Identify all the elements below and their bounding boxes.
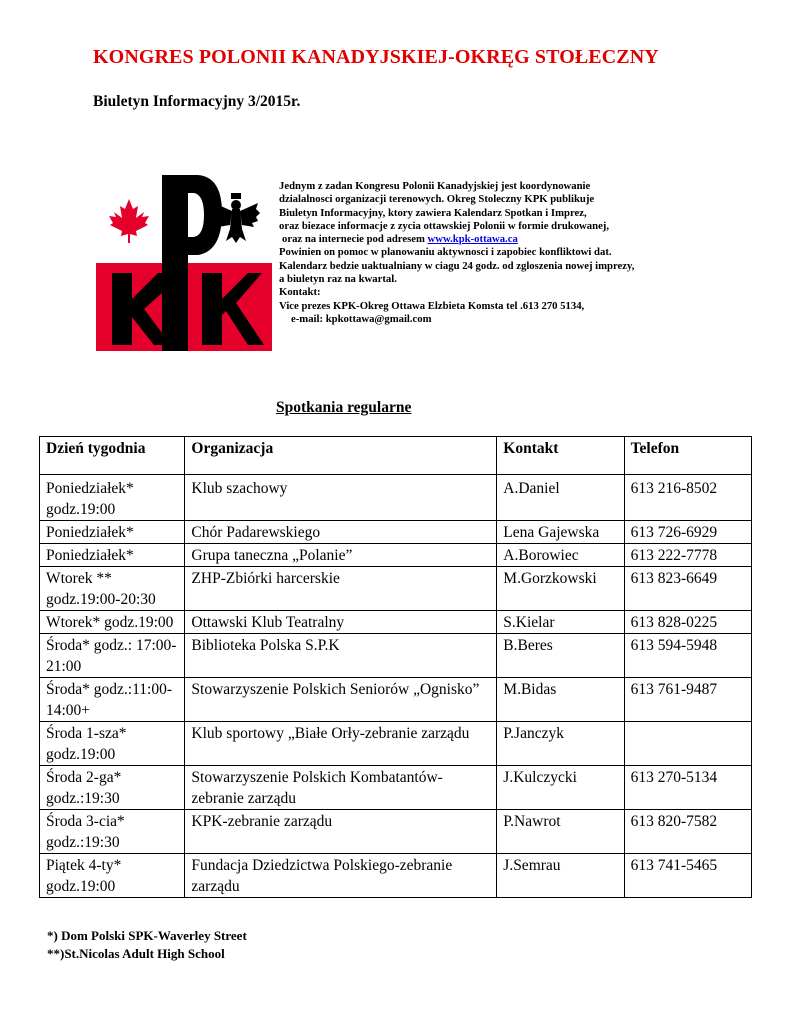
cell-day: Poniedziałek*	[40, 521, 185, 544]
intro-line: oraz biezace informacje z zycia ottawskiej Polonii w formie drukowanej,	[279, 219, 610, 232]
header-contact: Kontakt	[497, 437, 624, 475]
intro-line: Vice prezes KPK-Okreg Ottawa Elzbieta Komsta tel .613 270 5134,	[279, 299, 585, 312]
cell-organization: Stowarzyszenie Polskich Kombatantów-zebranie zarządu	[185, 766, 497, 810]
cell-contact: J.Semrau	[497, 854, 624, 898]
intro-line: Kontakt:	[279, 286, 321, 299]
cell-contact: P.Nawrot	[497, 810, 624, 854]
cell-phone: 613 726-6929	[624, 521, 751, 544]
table-row	[40, 854, 752, 898]
cell-phone: 613 741-5465	[624, 854, 751, 898]
header-phone: Telefon	[624, 437, 751, 475]
kpk-logo	[96, 175, 272, 351]
footnote: *) Dom Polski SPK-Waverley Street	[47, 928, 247, 943]
table-row	[40, 611, 752, 634]
footnote: **)St.Nicolas Adult High School	[47, 946, 225, 961]
cell-organization: Fundacja Dziedzictwa Polskiego-zebranie zarządu	[185, 854, 497, 898]
header-day: Dzień tygodnia	[40, 437, 185, 475]
table-row	[40, 634, 752, 678]
table-row	[40, 544, 752, 567]
table-row	[40, 521, 752, 544]
cell-day: Wtorek ** godz.19:00-20:30	[40, 567, 185, 611]
section-title: Spotkania regularne	[276, 399, 412, 416]
cell-organization: Klub szachowy	[185, 475, 497, 521]
cell-phone: 613 216-8502	[624, 475, 751, 521]
cell-day: Środa* godz.:11:00-14:00+	[40, 678, 185, 722]
cell-phone: 613 594-5948	[624, 634, 751, 678]
intro-line: Kalendarz bedzie uaktualniany w ciagu 24 godz. od zgloszenia nowej imprezy,	[279, 259, 635, 272]
table-body	[40, 475, 752, 898]
website-link[interactable]: www.kpk-ottawa.ca	[427, 233, 518, 246]
cell-organization: Stowarzyszenie Polskich Seniorów „Ognisko”	[185, 678, 497, 722]
cell-contact: Lena Gajewska	[497, 521, 624, 544]
intro-web-line	[279, 233, 634, 246]
cell-day: Poniedziałek* godz.19:00	[40, 475, 185, 521]
intro-line: dzialalnosci organizacji terenowych. Okreg Stoleczny KPK publikuje	[279, 193, 595, 206]
cell-contact: M.Bidas	[497, 678, 624, 722]
table-row	[40, 722, 752, 766]
cell-phone: 613 270-5134	[624, 766, 751, 810]
intro-line: Powinien on pomoc w planowaniu aktywnosci i zapobiec konfliktowi dat.	[279, 246, 612, 259]
cell-contact: J.Kulczycki	[497, 766, 624, 810]
cell-day: Środa 3-cia* godz.:19:30	[40, 810, 185, 854]
cell-organization: ZHP-Zbiórki harcerskie	[185, 567, 497, 611]
table-row	[40, 810, 752, 854]
intro-line: a biuletyn raz na kwartal.	[279, 273, 397, 286]
cell-contact: M.Gorzkowski	[497, 567, 624, 611]
email-line: e-mail: kpkottawa@gmail.com	[291, 312, 432, 325]
cell-phone: 613 823-6649	[624, 567, 751, 611]
cell-phone: 613 761-9487	[624, 678, 751, 722]
footnotes	[47, 927, 247, 963]
meetings-table	[39, 436, 752, 898]
cell-day: Piątek 4-ty* godz.19:00	[40, 854, 185, 898]
cell-day: Środa* godz.: 17:00-21:00	[40, 634, 185, 678]
intro-line: Biuletyn Informacyjny, ktory zawiera Kalendarz Spotkan i Imprez,	[279, 206, 587, 219]
table-row	[40, 475, 752, 521]
cell-day: Środa 1-sza* godz.19:00	[40, 722, 185, 766]
cell-phone: 613 820-7582	[624, 810, 751, 854]
cell-contact: P.Janczyk	[497, 722, 624, 766]
cell-day: Wtorek* godz.19:00	[40, 611, 185, 634]
intro-line: Jednym z zadan Kongresu Polonii Kanadyjskiej jest koordynowanie	[279, 180, 591, 192]
cell-organization: Ottawski Klub Teatralny	[185, 611, 497, 634]
table-row	[40, 567, 752, 611]
cell-organization: KPK-zebranie zarządu	[185, 810, 497, 854]
table-row	[40, 766, 752, 810]
cell-contact: A.Daniel	[497, 475, 624, 521]
cell-contact: S.Kielar	[497, 611, 624, 634]
intro-text	[279, 180, 634, 326]
cell-phone: 613 222-7778	[624, 544, 751, 567]
cell-phone	[624, 722, 751, 766]
cell-phone: 613 828-0225	[624, 611, 751, 634]
document-title: KONGRES POLONII KANADYJSKIEJ-OKRĘG STOŁECZNY	[93, 46, 659, 68]
cell-day: Poniedziałek*	[40, 544, 185, 567]
cell-organization: Klub sportowy „Białe Orły-zebranie zarządu	[185, 722, 497, 766]
table-header-row	[40, 437, 752, 475]
cell-contact: B.Beres	[497, 634, 624, 678]
bulletin-subtitle: Biuletyn Informacyjny 3/2015r.	[93, 93, 301, 110]
table-row	[40, 678, 752, 722]
cell-day: Środa 2-ga* godz.:19:30	[40, 766, 185, 810]
cell-organization: Biblioteka Polska S.P.K	[185, 634, 497, 678]
cell-organization: Grupa taneczna „Polanie”	[185, 544, 497, 567]
header-organization: Organizacja	[185, 437, 497, 475]
cell-contact: A.Borowiec	[497, 544, 624, 567]
intro-web-prefix: oraz na internecie pod adresem	[282, 233, 428, 246]
cell-organization: Chór Padarewskiego	[185, 521, 497, 544]
